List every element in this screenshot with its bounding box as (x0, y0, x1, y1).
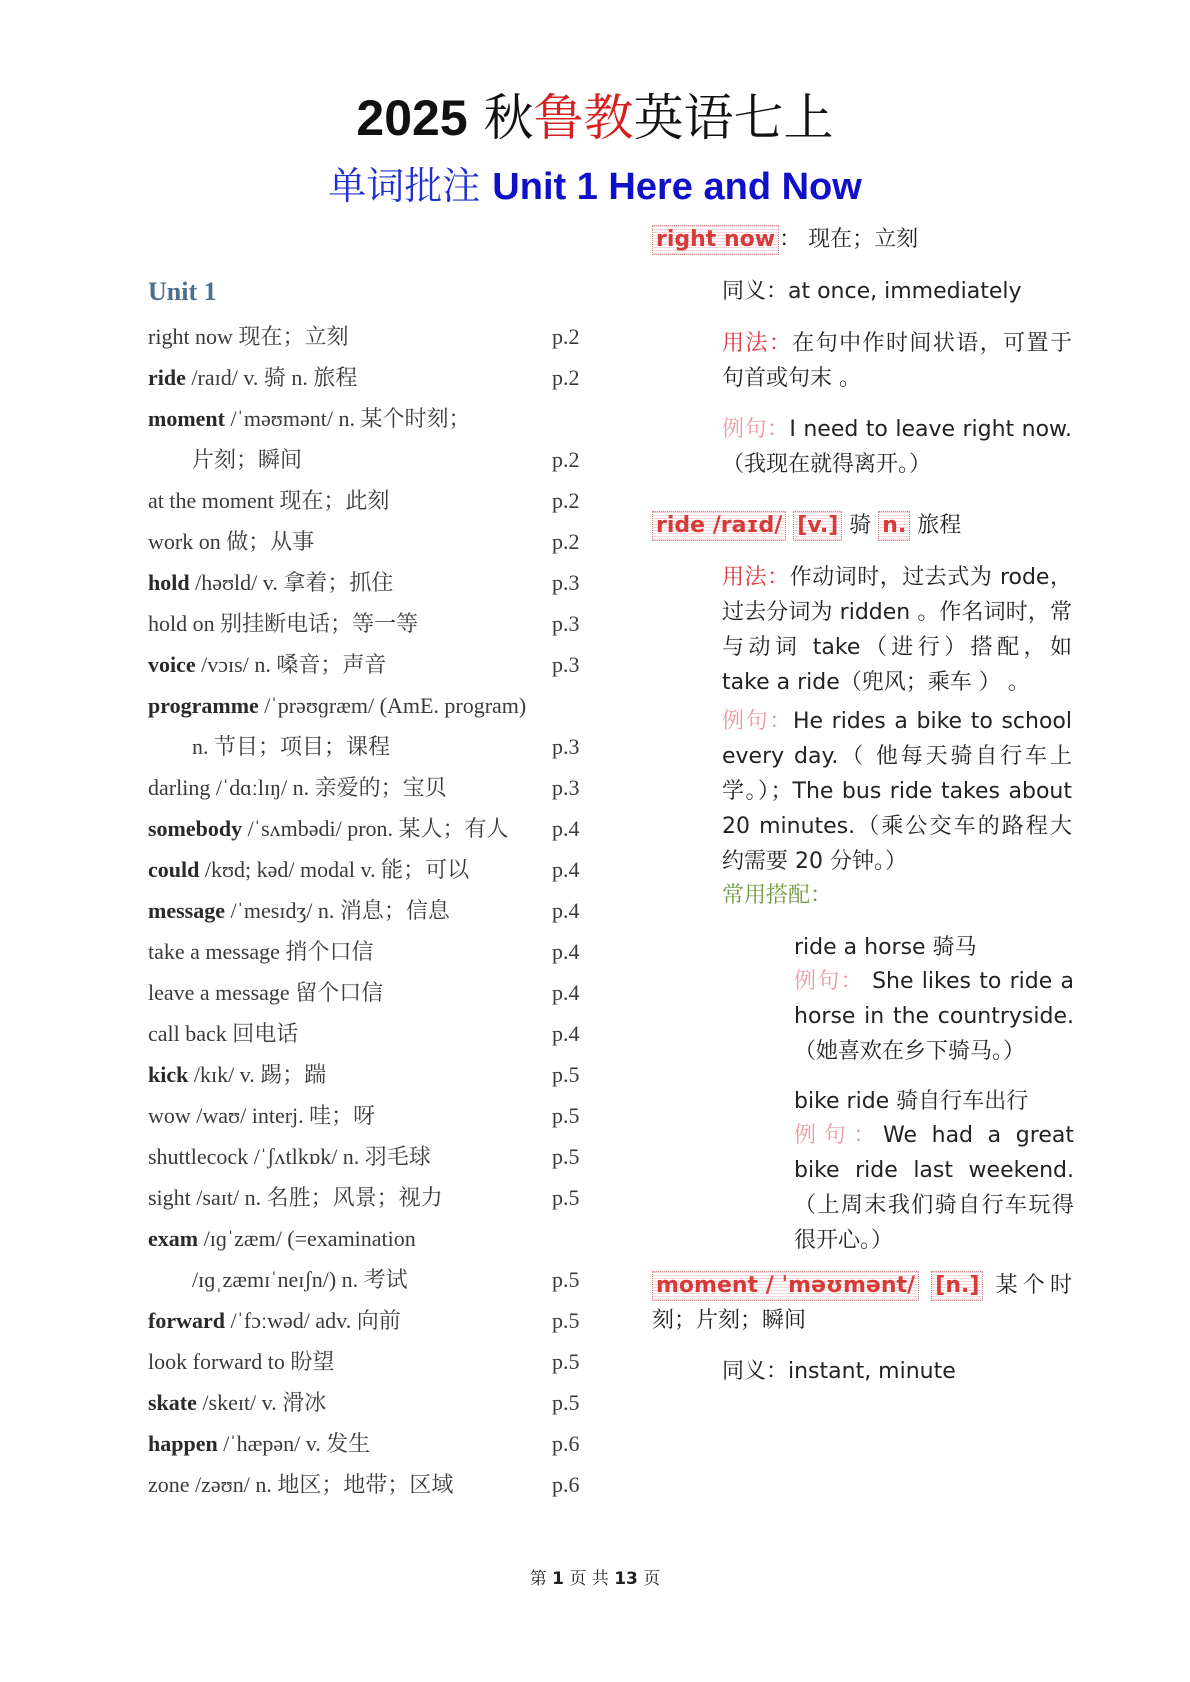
vocab-row (148, 1136, 588, 1177)
vocab-word: moment (148, 406, 225, 431)
vocab-word: wow (148, 1103, 191, 1128)
vocab-definition: 留个口信 (289, 980, 384, 1005)
usage-text: 在句中作时间状语，可置于句首或句末 。 (722, 331, 1072, 391)
synonyms: 同义：at once, immediately (722, 279, 1022, 304)
vocab-word: hold (148, 570, 190, 595)
vocab-page-ref: p.4 (552, 857, 580, 882)
vocab-word: zone (148, 1472, 190, 1497)
vocab-definition: /ɪɡˈzæm/ (=examination (198, 1226, 416, 1251)
collocation-example (794, 964, 1074, 1069)
collocations-heading: 常用搭配： (722, 883, 833, 908)
collocation-example (794, 1118, 1074, 1258)
example-label: 例句： (722, 709, 793, 734)
vocab-word: forward (148, 1308, 225, 1333)
vocab-row (148, 316, 588, 357)
vocab-page-ref: p.2 (552, 447, 580, 472)
meaning: 现在；立刻 (808, 227, 919, 252)
vocab-row (148, 562, 588, 603)
vocab-row (148, 767, 588, 808)
vocab-word: call back (148, 1021, 227, 1046)
usage-label: 用法： (722, 331, 793, 356)
vocab-word: work on (148, 529, 221, 554)
vocab-definition: /ˈsʌmbədi/ pron. 某人；有人 (242, 816, 509, 841)
vocab-row (148, 480, 588, 521)
example-text: He rides a bike to school every day.（ 他每天骑自行车上学。）；The bus ride takes about 20 minutes.（乘公交车的路程大约需要 20 分钟。） (722, 709, 1072, 874)
vocab-page-ref: p.4 (552, 1021, 580, 1046)
vocabulary-list (148, 274, 588, 1505)
vocab-definition: /ɪɡˌzæmɪˈneɪʃn/) n. 考试 (192, 1267, 408, 1292)
vocab-definition: /raɪd/ v. 骑 n. 旅程 (185, 365, 358, 390)
vocab-row (148, 357, 588, 398)
vocab-row (148, 439, 588, 480)
vocab-row (148, 1218, 588, 1259)
vocab-definition: /skeɪt/ v. 滑冰 (196, 1390, 327, 1415)
vocab-word: exam (148, 1226, 199, 1251)
vocab-definition: 现在；立刻 (232, 324, 349, 349)
colon: ： (779, 227, 802, 252)
example-text: She likes to ride a horse in the countryside.（她喜欢在乡下骑马。） (794, 969, 1074, 1064)
vocab-definition: /vɔɪs/ n. 嗓音；声音 (195, 652, 387, 677)
vocab-row (148, 849, 588, 890)
vocab-row (148, 972, 588, 1013)
vocab-page-ref: p.3 (552, 652, 580, 677)
vocab-word: take a message (148, 939, 280, 964)
usage-note (722, 560, 1072, 700)
vocab-page-ref: p.5 (552, 1185, 580, 1210)
pos-tag: n. (878, 511, 910, 541)
vocab-row (148, 1177, 588, 1218)
example-sentence (722, 412, 1072, 482)
vocab-page-ref: p.3 (552, 775, 580, 800)
vocab-row (148, 603, 588, 644)
vocab-row (148, 726, 588, 767)
vocab-word: happen (148, 1431, 218, 1456)
entry-ride-head (652, 508, 1072, 543)
vocab-definition: /ˈməʊmənt/ n. 某个时刻； (224, 406, 471, 431)
vocab-row (148, 808, 588, 849)
subtitle-unit: Unit 1 Here and Now (492, 166, 862, 208)
vocab-definition: /ˈʃʌtlkɒk/ n. 羽毛球 (248, 1144, 431, 1169)
vocab-rows (148, 316, 588, 1505)
vocab-definition: 回电话 (226, 1021, 299, 1046)
vocab-definition: n. 节目；项目；课程 (192, 734, 391, 759)
example-text: I need to leave right now.（我现在就得离开。） (722, 417, 1072, 477)
example-label: 例句： (794, 1123, 883, 1148)
vocab-word: leave a message (148, 980, 290, 1005)
vocab-page-ref: p.3 (552, 734, 580, 759)
meaning: 某个时刻；片刻；瞬间 (652, 1273, 1072, 1333)
vocab-row (148, 1095, 588, 1136)
vocab-page-ref: p.2 (552, 324, 580, 349)
entry-right-now-head (652, 222, 1072, 257)
headword: right now (652, 225, 779, 255)
vocab-row (148, 1382, 588, 1423)
page-title (0, 88, 1190, 148)
vocab-word: at the moment (148, 488, 274, 513)
vocab-word: message (148, 898, 225, 923)
vocab-page-ref: p.4 (552, 980, 580, 1005)
vocab-row (148, 890, 588, 931)
page-subtitle (0, 162, 1190, 211)
title-subject: 英语七上 (633, 89, 834, 147)
total-pages: 13 (614, 1569, 638, 1589)
headword: moment / ˈməʊmənt/ (652, 1271, 919, 1301)
vocab-word: somebody (148, 816, 243, 841)
vocab-definition: /ˈfɔːwəd/ adv. 向前 (224, 1308, 401, 1333)
synonyms: 同义：instant, minute (722, 1359, 956, 1384)
vocab-word: could (148, 857, 200, 882)
vocab-page-ref: p.4 (552, 816, 580, 841)
vocab-page-ref: p.6 (552, 1472, 580, 1497)
vocab-row (148, 1300, 588, 1341)
vocab-word: darling (148, 775, 211, 800)
example-label: 例句： (794, 969, 864, 994)
vocab-row (148, 1259, 588, 1300)
vocab-page-ref: p.4 (552, 898, 580, 923)
vocab-word: sight (148, 1185, 191, 1210)
vocab-page-ref: p.5 (552, 1349, 580, 1374)
vocab-definition: 别挂断电话；等一等 (214, 611, 419, 636)
collocation-item: ride a horse 骑马 (794, 935, 977, 960)
vocab-definition: /ˈprəʊɡræm/ (AmE. program) (258, 693, 527, 718)
vocab-page-ref: p.3 (552, 611, 580, 636)
vocab-page-ref: p.2 (552, 365, 580, 390)
vocab-page-ref: p.5 (552, 1308, 580, 1333)
vocab-definition: /zəʊn/ n. 地区；地带；区域 (189, 1472, 454, 1497)
vocab-definition: /ˈmesɪdʒ/ n. 消息；信息 (224, 898, 450, 923)
vocab-row (148, 398, 588, 439)
vocab-definition: 片刻；瞬间 (192, 447, 303, 472)
vocab-row (148, 931, 588, 972)
usage-label: 用法： (722, 565, 790, 590)
example-sentence (722, 704, 1072, 879)
vocab-row (148, 521, 588, 562)
footer-text: 页 共 (569, 1569, 609, 1589)
pos-tag: [n.] (931, 1271, 983, 1301)
vocab-definition: /saɪt/ n. 名胜；风景；视力 (190, 1185, 443, 1210)
collocation-item: bike ride 骑自行车出行 (794, 1089, 1029, 1114)
pos-tag: [v.] (793, 511, 842, 541)
vocab-row (148, 1341, 588, 1382)
vocab-page-ref: p.6 (552, 1431, 580, 1456)
vocab-definition: /kʊd; kəd/ modal v. 能；可以 (199, 857, 470, 882)
vocab-word: right now (148, 324, 233, 349)
vocab-word: skate (148, 1390, 197, 1415)
vocab-row (148, 685, 588, 726)
vocab-page-ref: p.5 (552, 1103, 580, 1128)
meaning: 旅程 (917, 513, 962, 538)
vocab-row (148, 1013, 588, 1054)
example-label: 例句： (722, 417, 790, 442)
headword: ride /raɪd/ (652, 511, 786, 541)
vocab-row (148, 644, 588, 685)
vocab-definition: /waʊ/ interj. 哇；呀 (190, 1103, 376, 1128)
vocab-definition: 现在；此刻 (273, 488, 390, 513)
page-footer (0, 1564, 1190, 1589)
vocab-row (148, 1054, 588, 1095)
vocab-row (148, 1464, 588, 1505)
vocab-page-ref: p.2 (552, 488, 580, 513)
usage-text: 作动词时，过去式为 rode，过去分词为 ridden 。作名词时，常与动词 take（进行）搭配，如 take a ride（兜风；乘车 ） 。 (722, 565, 1072, 695)
vocab-definition: 做；从事 (220, 529, 315, 554)
vocab-word: programme (148, 693, 259, 718)
title-publisher: 鲁教 (533, 89, 634, 147)
footer-text: 页 (643, 1569, 661, 1589)
vocab-definition: 盼望 (284, 1349, 335, 1374)
usage-note (722, 326, 1072, 396)
vocab-definition: /həʊld/ v. 拿着；抓住 (189, 570, 394, 595)
vocab-definition: /kɪk/ v. 踢；踹 (188, 1062, 327, 1087)
meaning: 骑 (849, 513, 872, 538)
vocab-word: hold on (148, 611, 215, 636)
collocations-label (722, 878, 1072, 913)
entry-moment-head (652, 1268, 1072, 1338)
vocab-page-ref: p.5 (552, 1267, 580, 1292)
vocab-word: look forward to (148, 1349, 285, 1374)
vocab-page-ref: p.5 (552, 1144, 580, 1169)
title-season: 秋 (483, 89, 534, 147)
title-year: 2025 (356, 90, 468, 146)
vocab-word: ride (148, 365, 186, 390)
vocab-page-ref: p.4 (552, 939, 580, 964)
vocab-word: voice (148, 652, 196, 677)
vocab-definition: 捎个口信 (279, 939, 374, 964)
vocab-page-ref: p.5 (552, 1390, 580, 1415)
vocab-page-ref: p.3 (552, 570, 580, 595)
vocab-page-ref: p.2 (552, 529, 580, 554)
footer-text: 第 (529, 1569, 547, 1589)
vocab-heading: Unit 1 (148, 277, 217, 306)
vocab-definition: /ˈdɑːlɪŋ/ n. 亲爱的；宝贝 (210, 775, 447, 800)
vocab-word: kick (148, 1062, 189, 1087)
vocab-word: shuttlecock (148, 1144, 249, 1169)
vocab-page-ref: p.5 (552, 1062, 580, 1087)
example-text: We had a great bike ride last weekend.（上周末我们骑自行车玩得很开心。） (794, 1123, 1074, 1253)
vocab-definition: /ˈhæpən/ v. 发生 (217, 1431, 371, 1456)
page-number: 1 (552, 1569, 564, 1589)
vocab-row (148, 1423, 588, 1464)
subtitle-cn: 单词批注 (328, 164, 481, 208)
